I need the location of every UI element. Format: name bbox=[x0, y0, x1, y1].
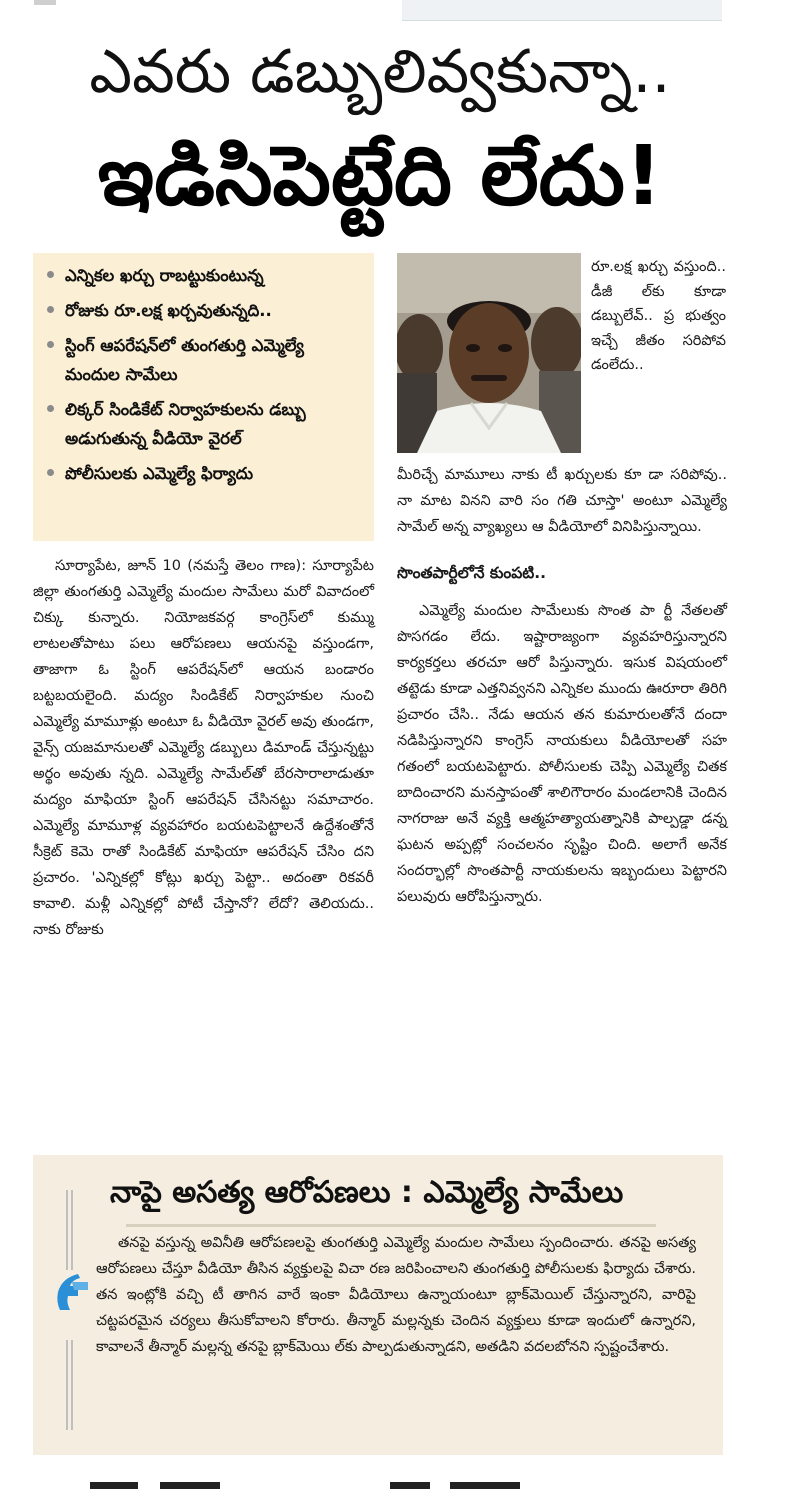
highlight-text: లిక్కర్ సిండికేట్ నిర్వాహకులను డబ్బు అడుగుతున్న వీడియో వైరల్ bbox=[65, 400, 306, 448]
highlight-item bbox=[43, 296, 364, 325]
title-underline bbox=[126, 1224, 656, 1227]
top-divider-mark bbox=[34, 0, 56, 5]
highlight-text: ఎన్నికల ఖర్చు రాబట్టుకుంటున్న bbox=[65, 266, 264, 285]
quote-mark-icon bbox=[48, 1272, 94, 1312]
subheading: సొంతపార్టీలోనే కుంపటి.. bbox=[397, 564, 547, 582]
top-header-box bbox=[402, 0, 722, 21]
highlight-item bbox=[43, 331, 364, 389]
highlight-item bbox=[43, 395, 364, 453]
top-strip bbox=[0, 0, 800, 22]
bullet-dot-icon bbox=[47, 469, 54, 476]
photo-caption: రూ.లక్ష ఖర్చు వస్తుంది.. డీజీ ల్‌కు కూడా డబ్బులేవ్.. ప్ర భుత్వం ఇచ్చే జీతం సరిపోవ డంలేదు.. bbox=[591, 259, 726, 373]
highlights-box bbox=[33, 253, 374, 541]
highlight-text: రోజుకు రూ.లక్ష ఖర్చవుతున్నది.. bbox=[65, 301, 272, 320]
next-headline-fragment bbox=[90, 1478, 550, 1489]
bullet-dot-icon bbox=[47, 271, 54, 278]
right-column bbox=[397, 462, 727, 910]
highlight-item bbox=[43, 459, 364, 488]
left-column bbox=[33, 553, 374, 943]
boxed-story-paragraph: తనపై వస్తున్న అవినీతి ఆరోపణలపై తుంగతుర్తి ఎమ్మెల్యే మందుల సామేలు స్పందించారు. తనపై అసత్య ఆరోపణలు చేస్తూ వీడియో తీసిన వ్యక్తులపై విచా రణ జరిపించాలని తుంగతుర్తి పోలీసులకు ఫిర్యాదు చేశారు. తన ఇంట్లోకి వచ్చి టీ తాగిన వారే ఇంకా వీడియోలు ఉన్నాయంటూ బ్లాక్‌మెయిల్ చేస్తున్నారని, వారిపై చట్టపరమైన చర్యలు తీసుకోవాలని కోరారు. తీన్మార్ మల్లన్నకు చెందిన వ్యక్తులు కూడా ఇందులో ఉన్నారని, కావాలనే తీన్మార్ మల్లన్న తనపై బ్లాక్‌మెయి ల్‌కు పాల్పడుతున్నాడని, అతడిని వదలబోనని స్పష్టంచేశారు. bbox=[96, 1235, 696, 1355]
mla-photo bbox=[397, 253, 581, 453]
headline-line-1: ఎవరు డబ్బులివ్వకున్నా.. bbox=[89, 37, 671, 107]
highlight-text: పోలీసులకు ఎమ్మెల్యే ఫిర్యాదు bbox=[65, 464, 254, 483]
highlight-text: స్టింగ్ ఆపరేషన్‌లో తుంగతుర్తి ఎమ్మెల్యే మందుల సామేలు bbox=[65, 336, 304, 384]
boxed-story-body bbox=[96, 1230, 696, 1360]
bullet-dot-icon bbox=[47, 405, 54, 412]
decorative-bars bbox=[66, 1190, 76, 1440]
continuation-paragraph: మీరిచ్చే మామూలు నాకు టీ ఖర్చులకు కూ డా సరిపోవు.. నా మాట వినని వారి సం గతి చూస్తా' అంటూ ఎమ్మెల్యే సామేల్ అన్న వ్యాఖ్యలు ఆ వీడియోలో వినిపిస్తున్నాయి. bbox=[397, 467, 727, 535]
headline-line-2: ఇడిసిపెట్టేది లేదు! bbox=[97, 129, 663, 224]
left-paragraph: సూర్యాపేట, జూన్ 10 (నమస్తే తెలం గాణ): సూర్యాపేట జిల్లా తుంగతుర్తి ఎమ్మెల్యే మందుల సామేలు మరో వివాదంలో చిక్కు కున్నారు. నియోజకవర్గ కాంగ్రెస్‌లో కుమ్ము లాటలతోపాటు పలు ఆరోపణలు ఆయనపై వస్తుండగా, తాజాగా ఓ స్టింగ్ ఆపరేషన్‌లో ఆయన బండారం బట్టబయలైంది. మద్యం సిండికేట్ నిర్వాహకుల నుంచి ఎమ్మెల్యే మామూళ్లు అంటూ ఓ వీడియో వైరల్ అవు తుండగా, వైన్స్ యజమానులతో ఎమ్మెల్యే డబ్బులు డిమాండ్ చేస్తున్నట్టు అర్థం అవుతు న్నది. ఎమ్మెల్యే సామేల్‌తో బేరసారాలాడుతూ మద్యం మాఫియా స్టింగ్ ఆపరేషన్ చేసినట్టు సమాచారం. ఎమ్మెల్యే మామూళ్ల వ్యవహారం బయటపెట్టాలనే ఉద్దేశంతోనే సీక్రెట్ కెమె రాతో సిండికేట్ మాఫియా ఆపరేషన్ చేసిం దని ప్రచారం. 'ఎన్నికల్లో కోట్లు ఖర్చు పెట్టా.. అదంతా రికవరీ కావాలి. మళ్లీ ఎన్నికల్లో పోటీ చేస్తానో? లేదో? తెలియదు.. నాకు రోజుకు bbox=[33, 558, 374, 938]
highlights-list bbox=[43, 261, 364, 488]
bullet-dot-icon bbox=[47, 341, 54, 348]
bullet-dot-icon bbox=[47, 306, 54, 313]
boxed-story-title: నాపై అసత్య ఆరోపణలు : ఎమ్మెల్యే సామేలు bbox=[110, 1175, 624, 1210]
portrait-image bbox=[397, 253, 581, 453]
highlight-item bbox=[43, 261, 364, 290]
right-paragraph: ఎమ్మెల్యే మందుల సామేలుకు సొంత పా ర్టీ నేతలతో పొసగడం లేదు. ఇష్టారాజ్యంగా వ్యవహరిస్తున్నారని కార్యకర్తలు తరచూ ఆరో పిస్తున్నారు. ఇసుక విషయంలో తట్టెడు కూడా ఎత్తనివ్వనని ఎన్నికల ముందు ఊరూరా తిరిగి ప్రచారం చేసి.. నేడు ఆయన తన కుమారులతోనే దందా నడిపిస్తున్నారని కాంగ్రెస్ నాయకులు వీడియోలతో సహ గతంలో బయటపెట్టారు. పోలీసులకు చెప్పి ఎమ్మెల్యే చితక బాదించారని మనస్తాపంతో శాలిగౌరారం మండలానికి చెందిన నాగరాజు అనే వ్యక్తి ఆత్మహత్యాయత్నానికి పాల్పడ్డా డన్న ఘటన అప్పట్లో సంచలనం సృష్టిం చింది. అలాగే అనేక సందర్భాల్లో సొంతపార్టీ నాయకులను ఇబ్బందులు పెట్టారని పలువురు ఆరోపిస్తున్నారు. bbox=[397, 603, 727, 905]
